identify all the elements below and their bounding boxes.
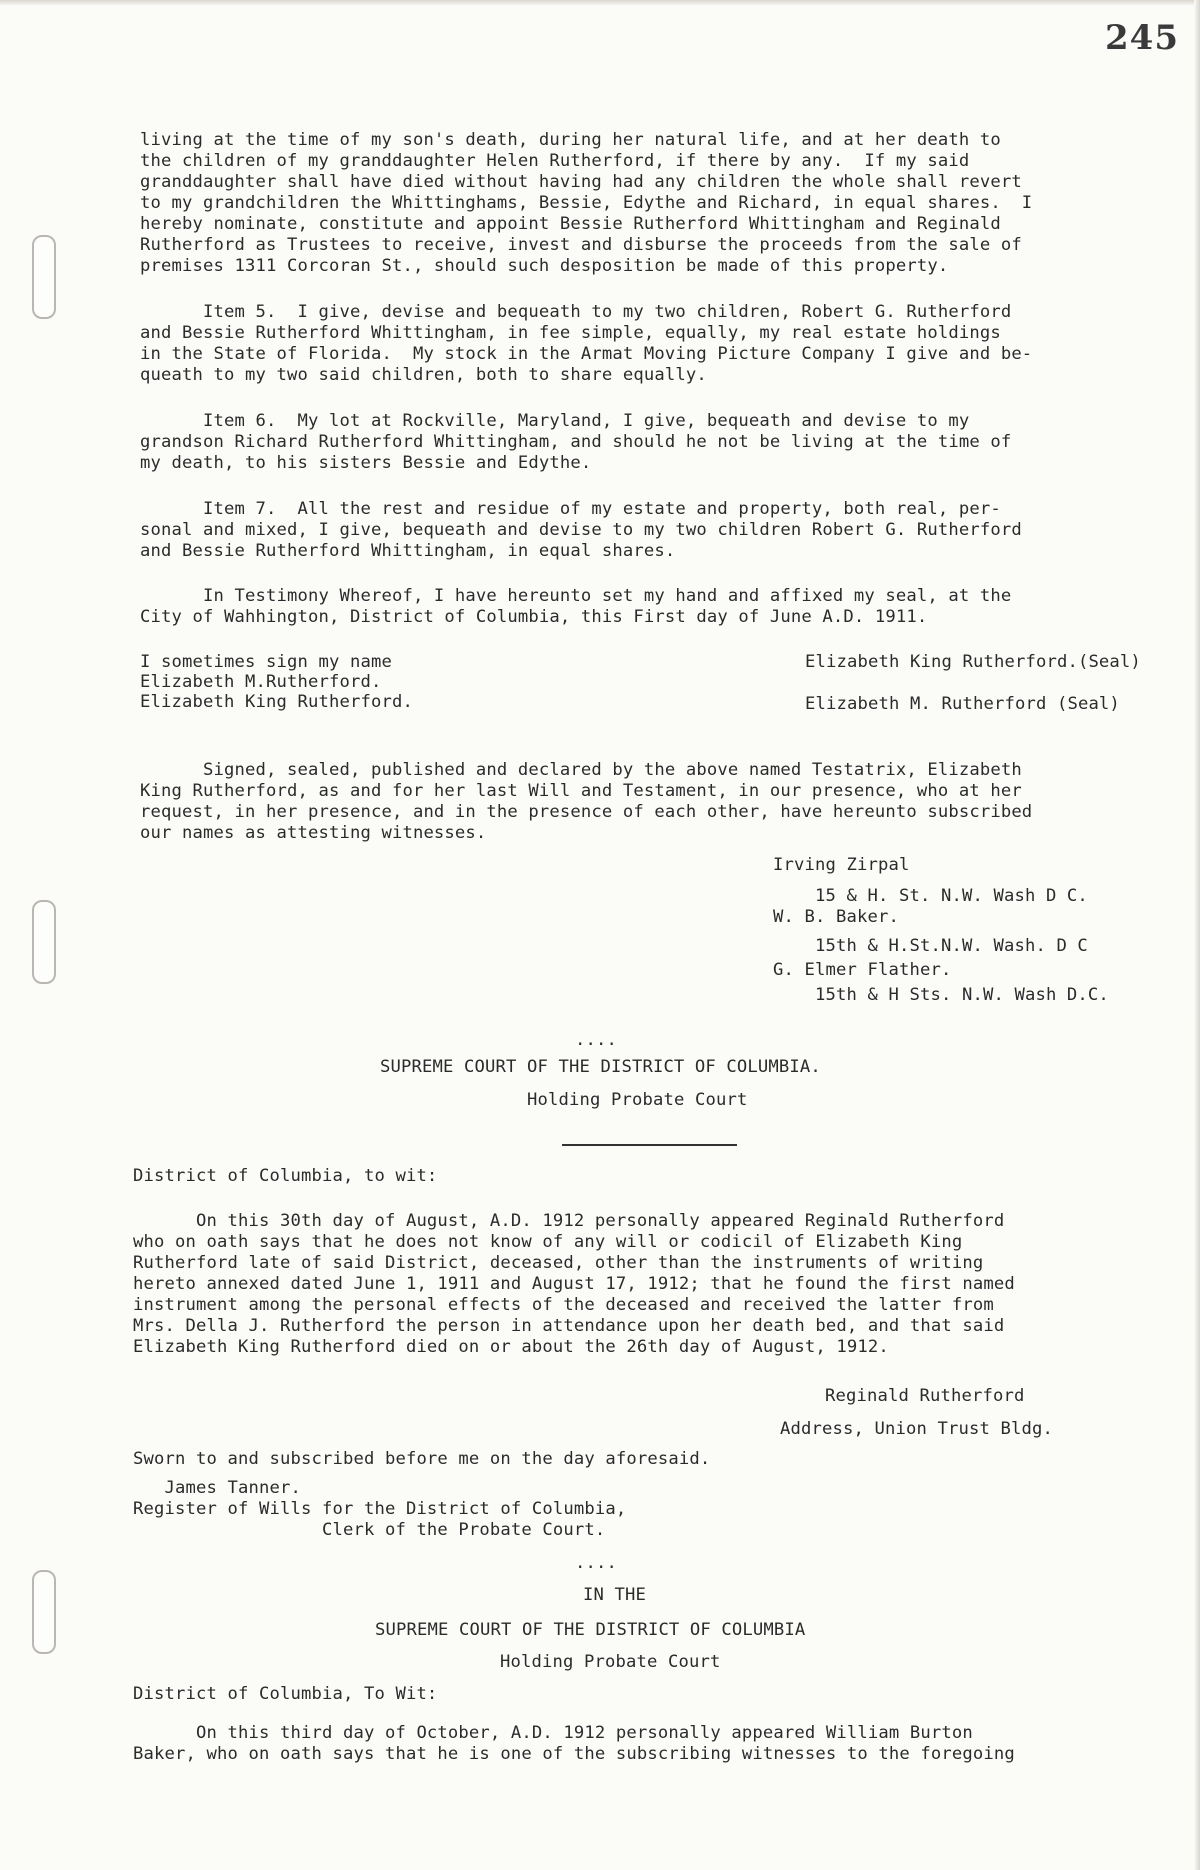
attestation-line: our names as attesting witnesses. [140,823,487,843]
witness-line: W. B. Baker. [773,907,899,927]
witness-line: Irving Zirpal [773,855,910,875]
affidavit-line: who on oath says that he does not know of any will or codicil of Elizabeth King [133,1232,963,1252]
signature-seal: Elizabeth M. Rutherford (Seal) [805,694,1120,714]
signature-seal: Elizabeth King Rutherford.(Seal) [805,652,1141,672]
item-5-line: in the State of Florida. My stock in the Armat Moving Picture Company I give and be- [140,344,1033,364]
affidavit-line: Mrs. Della J. Rutherford the person in attendance upon her death bed, and that said [133,1316,1005,1336]
district-heading: District of Columbia, To Wit: [133,1684,438,1704]
binder-hole-middle [32,900,56,984]
witness-line: G. Elmer Flather. [773,960,952,980]
item-7-line: and Bessie Rutherford Whittingham, in equal shares. [140,541,676,561]
text-line: the children of my granddaughter Helen Rutherford, if there by any. If my said [140,151,970,171]
separator-dots: .... [575,1553,617,1573]
register-line: James Tanner. [133,1478,301,1498]
affidavit-line: hereto annexed dated June 1, 1911 and August 17, 1912; that he found the first named [133,1274,1015,1294]
signature-note-line: Elizabeth King Rutherford. [140,692,413,712]
item-7-line: sonal and mixed, I give, bequeath and devise to my two children Robert G. Rutherford [140,520,1022,540]
item-6-line: Item 6. My lot at Rockville, Maryland, I give, bequeath and devise to my [140,411,970,431]
affidavit-line: Elizabeth King Rutherford died on or about the 26th day of August, 1912. [133,1337,889,1357]
affidavit-line: On this 30th day of August, A.D. 1912 personally appeared Reginald Rutherford [133,1211,1005,1231]
district-heading: District of Columbia, to wit: [133,1166,438,1186]
text-line: living at the time of my son's death, during her natural life, and at her death to [140,130,1001,150]
testimony-line: In Testimony Whereof, I have hereunto set my hand and affixed my seal, at the [140,586,1012,606]
signature-note-line: Elizabeth M.Rutherford. [140,672,382,692]
testimony-line: City of Wahhington, District of Columbia, this First day of June A.D. 1911. [140,607,928,627]
text-line: granddaughter shall have died without having had any children the whole shall revert [140,172,1022,192]
text-line: Rutherford as Trustees to receive, invest and disburse the proceeds from the sale of [140,235,1022,255]
court-in-the: IN THE [583,1585,646,1605]
binder-hole-bottom [32,1570,56,1654]
item-6-line: my death, to his sisters Bessie and Edythe. [140,453,592,473]
item-6-line: grandson Richard Rutherford Whittingham, and should he not be living at the time of [140,432,1012,452]
page-right-edge [1194,0,1200,1870]
sworn-statement: Sworn to and subscribed before me on the day aforesaid. [133,1449,711,1469]
affidavit-line: Baker, who on oath says that he is one of the subscribing witnesses to the foregoing [133,1744,1015,1764]
attestation-line: King Rutherford, as and for her last Will and Testament, in our presence, who at her [140,781,1022,801]
text-line: premises 1311 Corcoran St., should such desposition be made of this property. [140,256,949,276]
text-line: hereby nominate, constitute and appoint Bessie Rutherford Whittingham and Reginald [140,214,1001,234]
item-5-line: queath to my two said children, both to share equally. [140,365,707,385]
affidavit-line: Rutherford late of said District, deceased, other than the instruments of writing [133,1253,984,1273]
separator-dots: .... [575,1030,617,1050]
register-line: Clerk of the Probate Court. [133,1520,606,1540]
item-7-line: Item 7. All the rest and residue of my estate and property, both real, per- [140,499,1001,519]
item-5-line: and Bessie Rutherford Whittingham, in fee simple, equally, my real estate holdings [140,323,1001,343]
page-top-edge [0,0,1200,6]
affidavit-line: On this third day of October, A.D. 1912 personally appeared William Burton [133,1723,973,1743]
text-line: to my grandchildren the Whittinghams, Bessie, Edythe and Richard, in equal shares. I [140,193,1033,213]
signature-note-line: I sometimes sign my name [140,652,392,672]
affiant-address: Address, Union Trust Bldg. [780,1419,1053,1439]
witness-line: 15 & H. St. N.W. Wash D C. [773,886,1088,906]
court-title: SUPREME COURT OF THE DISTRICT OF COLUMBIA. [380,1057,821,1077]
section-rule [562,1144,737,1146]
binder-hole-top [32,235,56,319]
court-subtitle: Holding Probate Court [500,1652,721,1672]
affidavit-line: instrument among the personal effects of the deceased and received the latter from [133,1295,994,1315]
item-5-line: Item 5. I give, devise and bequeath to my two children, Robert G. Rutherford [140,302,1012,322]
court-subtitle: Holding Probate Court [527,1090,748,1110]
affiant-name: Reginald Rutherford [825,1386,1025,1406]
court-title: SUPREME COURT OF THE DISTRICT OF COLUMBIA [375,1620,806,1640]
page-number: 245 [1105,18,1179,58]
witness-line: 15th & H.St.N.W. Wash. D C [773,936,1088,956]
attestation-line: request, in her presence, and in the presence of each other, have hereunto subscribed [140,802,1033,822]
witness-line: 15th & H Sts. N.W. Wash D.C. [773,985,1109,1005]
register-line: Register of Wills for the District of Columbia, [133,1499,627,1519]
attestation-line: Signed, sealed, published and declared by the above named Testatrix, Elizabeth [140,760,1022,780]
